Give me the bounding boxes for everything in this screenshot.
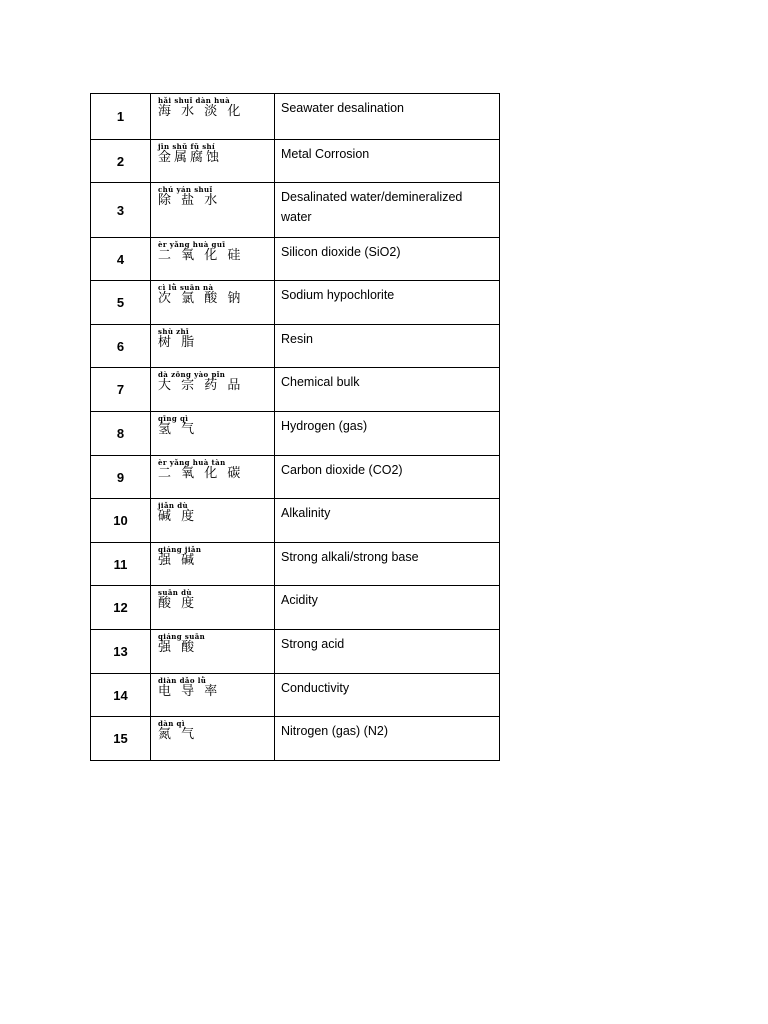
pinyin-text: shù zhī bbox=[158, 327, 190, 336]
hanzi-text: 树 脂 bbox=[158, 335, 198, 350]
table-row bbox=[91, 586, 500, 630]
chinese-term-cell bbox=[151, 183, 275, 238]
chinese-term-cell bbox=[151, 94, 275, 140]
pinyin-text: dà zōng yào pǐn bbox=[158, 370, 226, 379]
vocabulary-table-body bbox=[91, 94, 500, 761]
chinese-term-cell bbox=[151, 543, 275, 586]
hanzi-text: 强 碱 bbox=[158, 553, 198, 568]
row-number: 14 bbox=[91, 674, 151, 717]
pinyin-text: jiǎn dù bbox=[158, 501, 189, 510]
chinese-term-cell bbox=[151, 499, 275, 543]
table-row bbox=[91, 412, 500, 456]
table-row bbox=[91, 325, 500, 368]
table-row bbox=[91, 543, 500, 586]
pinyin-text: èr yǎng huà guī bbox=[158, 240, 226, 249]
table-row bbox=[91, 183, 500, 238]
row-number: 7 bbox=[91, 368, 151, 412]
english-term: Sodium hypochlorite bbox=[275, 281, 500, 325]
row-number: 1 bbox=[91, 94, 151, 140]
chinese-term-cell bbox=[151, 238, 275, 281]
english-term: Hydrogen (gas) bbox=[275, 412, 500, 456]
row-number: 15 bbox=[91, 717, 151, 761]
pinyin-text: suān dù bbox=[158, 588, 192, 597]
chinese-term-cell bbox=[151, 456, 275, 499]
row-number: 12 bbox=[91, 586, 151, 630]
hanzi-text: 氢 气 bbox=[158, 422, 198, 437]
english-term: Chemical bulk bbox=[275, 368, 500, 412]
english-term: Metal Corrosion bbox=[275, 140, 500, 183]
english-term: Nitrogen (gas) (N2) bbox=[275, 717, 500, 761]
pinyin-text: qiáng suān bbox=[158, 632, 206, 641]
hanzi-text: 碱 度 bbox=[158, 509, 198, 524]
english-term: Strong acid bbox=[275, 630, 500, 674]
english-term: Acidity bbox=[275, 586, 500, 630]
chinese-term-cell bbox=[151, 140, 275, 183]
row-number: 2 bbox=[91, 140, 151, 183]
english-term: Resin bbox=[275, 325, 500, 368]
table-row bbox=[91, 94, 500, 140]
english-term: Silicon dioxide (SiO2) bbox=[275, 238, 500, 281]
row-number: 13 bbox=[91, 630, 151, 674]
hanzi-text: 次 氯 酸 钠 bbox=[158, 291, 244, 306]
pinyin-text: jīn shǔ fǔ shí bbox=[158, 142, 216, 151]
chinese-term-cell bbox=[151, 368, 275, 412]
row-number: 6 bbox=[91, 325, 151, 368]
row-number: 4 bbox=[91, 238, 151, 281]
chinese-term-cell bbox=[151, 674, 275, 717]
table-row bbox=[91, 674, 500, 717]
pinyin-text: dàn qì bbox=[158, 719, 185, 728]
row-number: 10 bbox=[91, 499, 151, 543]
pinyin-text: hǎi shuǐ dàn huà bbox=[158, 96, 231, 105]
table-row bbox=[91, 630, 500, 674]
pinyin-text: chú yán shuǐ bbox=[158, 185, 213, 194]
row-number: 5 bbox=[91, 281, 151, 325]
chinese-term-cell bbox=[151, 717, 275, 761]
table-row bbox=[91, 499, 500, 543]
row-number: 9 bbox=[91, 456, 151, 499]
row-number: 3 bbox=[91, 183, 151, 238]
table-row bbox=[91, 238, 500, 281]
english-term: Carbon dioxide (CO2) bbox=[275, 456, 500, 499]
hanzi-text: 二 氧 化 碳 bbox=[158, 466, 244, 481]
table-row bbox=[91, 717, 500, 761]
pinyin-text: cì lǜ suān nà bbox=[158, 283, 214, 292]
english-term: Conductivity bbox=[275, 674, 500, 717]
pinyin-text: diàn dǎo lǜ bbox=[158, 676, 207, 685]
hanzi-text: 海 水 淡 化 bbox=[158, 104, 244, 119]
table-row bbox=[91, 281, 500, 325]
chinese-term-cell bbox=[151, 281, 275, 325]
chinese-term-cell bbox=[151, 586, 275, 630]
hanzi-text: 二 氧 化 硅 bbox=[158, 248, 244, 263]
hanzi-text: 金属腐蚀 bbox=[158, 150, 223, 165]
table-row bbox=[91, 456, 500, 499]
pinyin-text: qīng qì bbox=[158, 414, 189, 423]
hanzi-text: 氮 气 bbox=[158, 727, 198, 742]
english-term: Seawater desalination bbox=[275, 94, 500, 140]
english-term: Alkalinity bbox=[275, 499, 500, 543]
table-row bbox=[91, 140, 500, 183]
chinese-term-cell bbox=[151, 325, 275, 368]
pinyin-text: èr yǎng huà tàn bbox=[158, 458, 226, 467]
row-number: 11 bbox=[91, 543, 151, 586]
table-row bbox=[91, 368, 500, 412]
row-number: 8 bbox=[91, 412, 151, 456]
hanzi-text: 酸 度 bbox=[158, 596, 198, 611]
pinyin-text: qiáng jiǎn bbox=[158, 545, 202, 554]
english-term: Strong alkali/strong base bbox=[275, 543, 500, 586]
english-term: Desalinated water/demineralized water bbox=[275, 183, 500, 238]
chinese-term-cell bbox=[151, 630, 275, 674]
hanzi-text: 大 宗 药 品 bbox=[158, 378, 244, 393]
vocabulary-table bbox=[90, 93, 500, 761]
hanzi-text: 强 酸 bbox=[158, 640, 198, 655]
hanzi-text: 电 导 率 bbox=[158, 684, 221, 699]
chinese-term-cell bbox=[151, 412, 275, 456]
hanzi-text: 除 盐 水 bbox=[158, 193, 221, 208]
